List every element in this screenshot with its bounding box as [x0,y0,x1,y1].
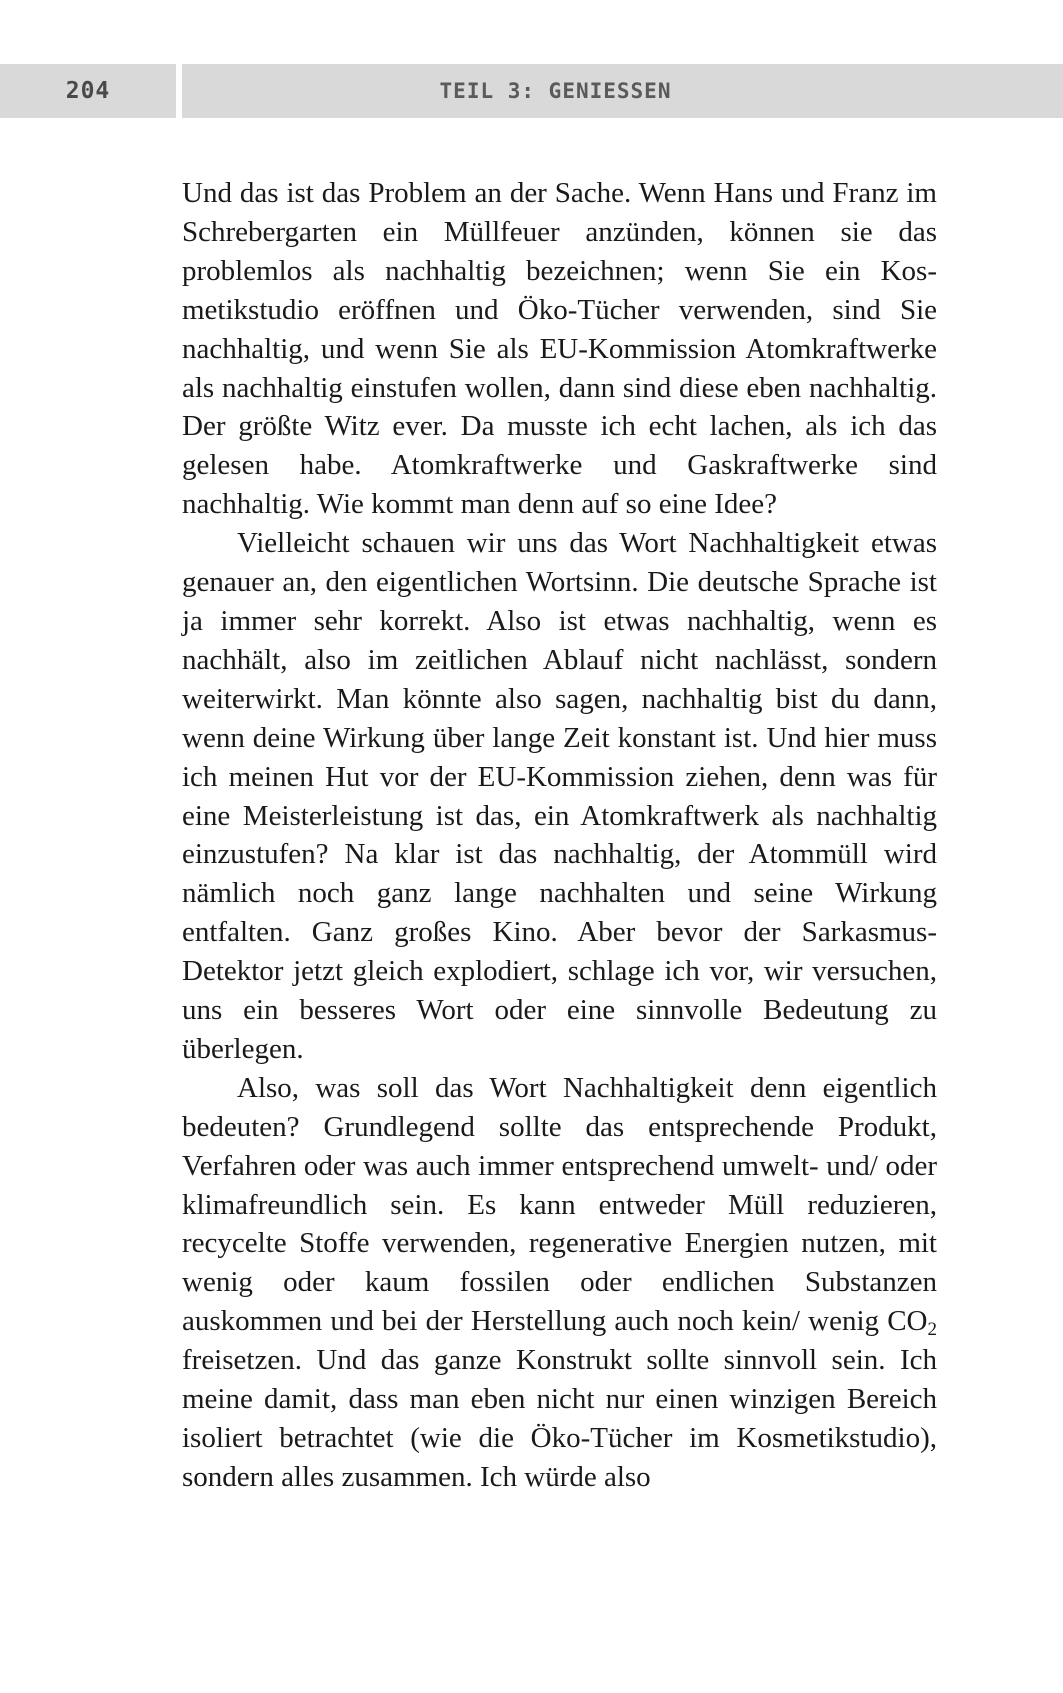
paragraph-2: Vielleicht schauen wir uns das Wort Nachhaltigkeit etwas genauer an, den eigentlichen Wortsinn. Die deutsche Sprache ist ja immer sehr korrekt. Also ist etwas nachhaltig, wenn es nachhält, also im zeitlichen Ablauf nicht nachlässt, sondern weiterwirkt. Man könnte also sagen, nachhaltig bist du dann, wenn deine Wirkung über lange Zeit konstant ist. Und hier muss ich meinen Hut vor der EU-Kommission ziehen, denn was für eine Meisterleistung ist das, ein Atomkraftwerk als nachhaltig einzustufen? Na klar ist das nachhaltig, der Atommüll wird nämlich noch ganz lange nachhalten und seine Wirkung entfalten. Ganz großes Kino. Aber bevor der Sarkasmus-Detektor jetzt gleich explodiert, schlage ich vor, wir versuchen, uns ein besseres Wort oder eine sinnvolle Bedeutung zu überlegen. [182,527,937,1065]
header-page-number-bar [0,64,176,118]
paragraph-3-text-before-subscript: Also, was soll das Wort Nachhaltigkeit denn eigentlich bedeuten? Grundlegend sollte das entsprechende Produkt, Verfahren oder was auch immer entsprechend umwelt- und/ oder klimafreundlich sein. Es kann entweder Müll reduzieren, recycelte Stoffe verwenden, regenerative Energien nutzen, mit wenig oder kaum fossilen oder endlichen Substanzen auskommen und bei der Herstellung auch noch kein/ wenig CO [182,1071,937,1338]
page-number: 204 [65,78,111,104]
paragraph-3-text-after-subscript: freisetzen. Und das ganze Konstrukt sollte sinnvoll sein. Ich meine damit, dass man eben nicht nur einen winzigen Bereich isoliert betrachtet (wie die Öko-Tücher im Kosmetikstudio), sondern alles zusammen. Ich würde also [182,1344,937,1493]
paragraph-3 [182,1069,937,1497]
paragraph-1: Und das ist das Problem an der Sache. Wenn Hans und Franz im Schrebergarten ein Müllfeuer anzünden, können sie das problemlos als nachhaltig bezeichnen; wenn Sie ein Kosmetikstudio eröffnen und Öko-Tücher verwenden, sind Sie nachhaltig, und wenn Sie als EU-Kommission Atomkraftwerke als nachhaltig einstufen wollen, dann sind diese eben nachhaltig. Der größte Witz ever. Da musste ich echt lachen, als ich das gelesen habe. Atomkraftwerke und Gaskraftwerke sind nachhaltig. Wie kommt man denn auf so eine Idee? [182,177,937,521]
running-title: TEIL 3: GENIESSEN [439,79,672,103]
co2-subscript: 2 [927,1319,937,1341]
header-running-title-bar [182,64,1063,118]
body-text [182,174,937,1497]
